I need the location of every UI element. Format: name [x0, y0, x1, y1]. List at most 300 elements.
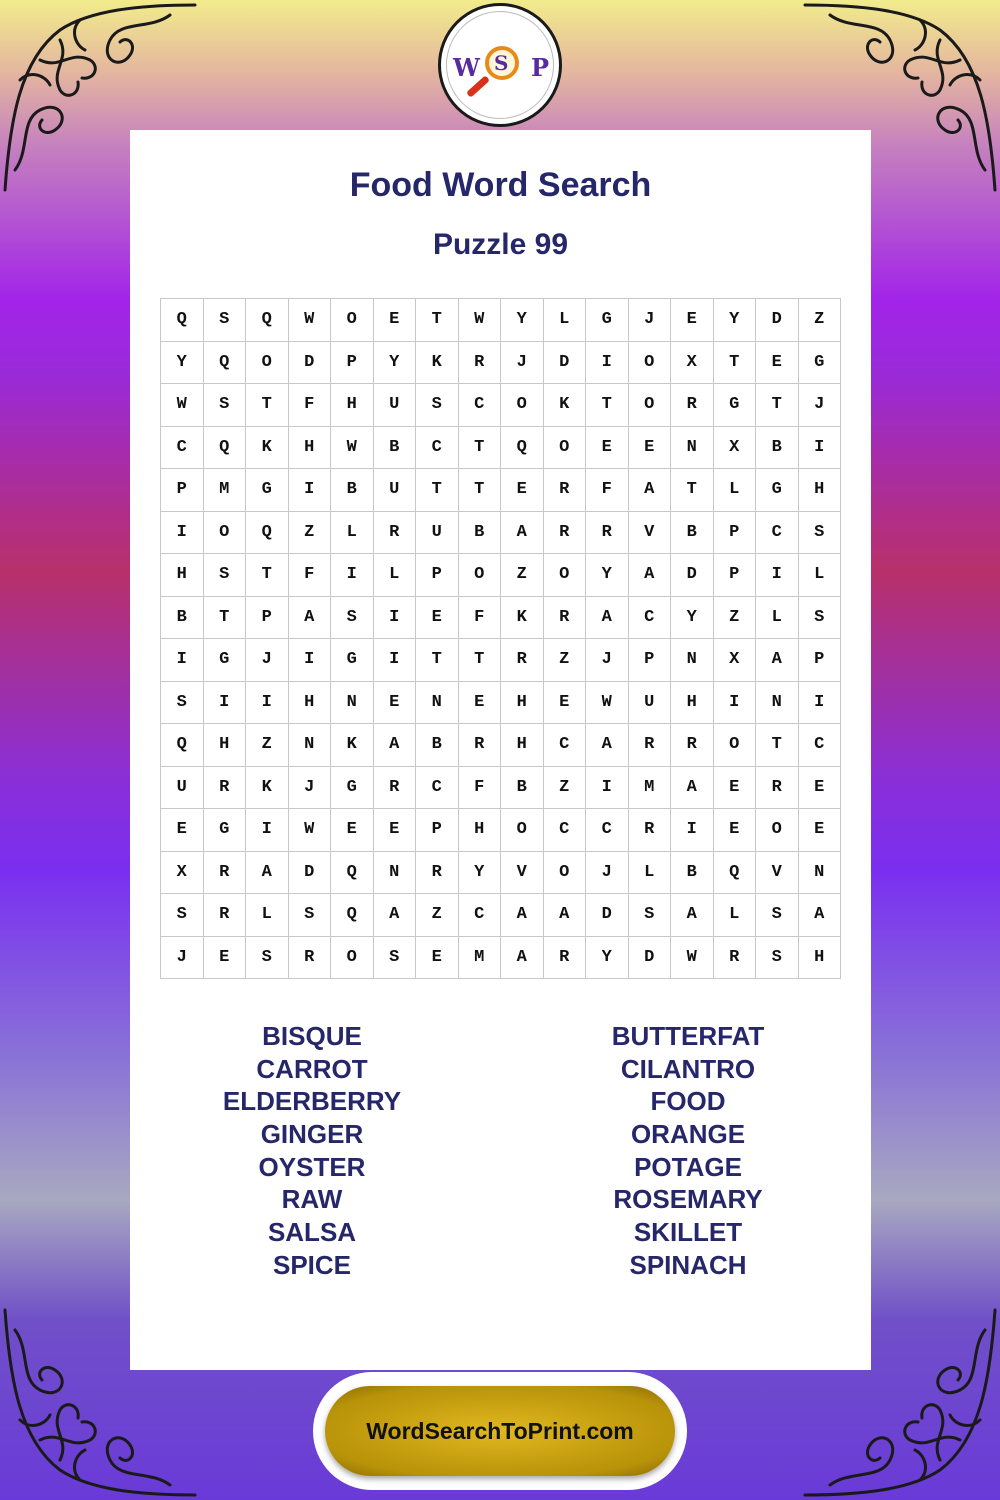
grid-cell: T	[458, 426, 501, 469]
grid-cell: N	[798, 851, 841, 894]
grid-cell: A	[288, 596, 331, 639]
grid-cell: O	[203, 511, 246, 554]
grid-cell: Z	[246, 724, 289, 767]
grid-cell: S	[628, 894, 671, 937]
grid-cell: F	[586, 469, 629, 512]
grid-cell: T	[416, 469, 459, 512]
grid-cell: E	[543, 681, 586, 724]
grid-cell: P	[416, 809, 459, 852]
grid-cell: J	[586, 851, 629, 894]
grid-cell: J	[501, 341, 544, 384]
grid-cell: B	[373, 426, 416, 469]
grid-cell: A	[246, 851, 289, 894]
grid-cell: R	[203, 851, 246, 894]
grid-cell: M	[628, 766, 671, 809]
grid-cell: Z	[543, 639, 586, 682]
grid-cell: H	[671, 681, 714, 724]
grid-cell: U	[161, 766, 204, 809]
grid-cell: O	[713, 724, 756, 767]
word-list-item: FOOD	[650, 1086, 726, 1117]
grid-cell: R	[671, 384, 714, 427]
grid-cell: P	[713, 511, 756, 554]
grid-cell: Z	[416, 894, 459, 937]
grid-cell: I	[246, 681, 289, 724]
grid-row	[161, 681, 841, 724]
grid-cell: V	[756, 851, 799, 894]
grid-cell: E	[373, 809, 416, 852]
grid-cell: R	[458, 341, 501, 384]
grid-cell: C	[628, 596, 671, 639]
grid-cell: O	[331, 936, 374, 979]
grid-cell: R	[671, 724, 714, 767]
grid-cell: N	[671, 426, 714, 469]
grid-cell: O	[543, 851, 586, 894]
grid-cell: O	[458, 554, 501, 597]
grid-cell: A	[671, 894, 714, 937]
grid-cell: E	[161, 809, 204, 852]
grid-cell: S	[798, 596, 841, 639]
grid-cell: T	[203, 596, 246, 639]
grid-cell: Y	[586, 936, 629, 979]
grid-cell: J	[288, 766, 331, 809]
grid-cell: F	[288, 554, 331, 597]
grid-cell: D	[756, 299, 799, 342]
grid-row	[161, 469, 841, 512]
grid-cell: T	[756, 724, 799, 767]
grid-cell: C	[756, 511, 799, 554]
grid-cell: H	[458, 809, 501, 852]
website-link[interactable]: WordSearchToPrint.com	[366, 1417, 634, 1444]
grid-cell: K	[246, 426, 289, 469]
grid-cell: B	[458, 511, 501, 554]
grid-cell: A	[628, 554, 671, 597]
grid-cell: T	[713, 341, 756, 384]
grid-cell: R	[628, 724, 671, 767]
grid-cell: Q	[331, 894, 374, 937]
grid-cell: I	[161, 511, 204, 554]
grid-cell: O	[543, 554, 586, 597]
grid-cell: X	[671, 341, 714, 384]
grid-cell: K	[501, 596, 544, 639]
grid-cell: N	[756, 681, 799, 724]
grid-row	[161, 724, 841, 767]
grid-cell: Q	[501, 426, 544, 469]
word-list-item: SALSA	[267, 1217, 357, 1248]
grid-cell: Z	[798, 299, 841, 342]
grid-cell: O	[628, 384, 671, 427]
grid-cell: P	[331, 341, 374, 384]
grid-cell: H	[501, 681, 544, 724]
grid-cell: Y	[501, 299, 544, 342]
grid-cell: N	[416, 681, 459, 724]
grid-cell: R	[756, 766, 799, 809]
grid-cell: E	[586, 426, 629, 469]
grid-cell: B	[416, 724, 459, 767]
grid-cell: I	[586, 341, 629, 384]
logo-letter-s: S	[494, 51, 509, 75]
grid-cell: I	[161, 639, 204, 682]
word-list-item: POTAGE	[634, 1151, 742, 1182]
grid-row	[161, 766, 841, 809]
grid-cell: Q	[246, 511, 289, 554]
grid-cell: A	[798, 894, 841, 937]
grid-cell: A	[373, 894, 416, 937]
grid-cell: N	[373, 851, 416, 894]
grid-cell: P	[798, 639, 841, 682]
grid-cell: D	[628, 936, 671, 979]
grid-cell: I	[288, 639, 331, 682]
grid-cell: D	[288, 341, 331, 384]
grid-cell: R	[543, 596, 586, 639]
grid-cell: L	[246, 894, 289, 937]
grid-cell: R	[713, 936, 756, 979]
grid-cell: X	[161, 851, 204, 894]
grid-cell: E	[798, 809, 841, 852]
word-list-item: BISQUE	[262, 1021, 362, 1051]
grid-cell: T	[458, 469, 501, 512]
grid-row	[161, 426, 841, 469]
grid-cell: X	[713, 639, 756, 682]
grid-cell: R	[501, 639, 544, 682]
grid-cell: E	[458, 681, 501, 724]
grid-cell: E	[671, 299, 714, 342]
grid-cell: E	[373, 299, 416, 342]
grid-cell: A	[671, 766, 714, 809]
grid-cell: B	[501, 766, 544, 809]
grid-cell: I	[671, 809, 714, 852]
grid-cell: Y	[373, 341, 416, 384]
grid-cell: R	[543, 469, 586, 512]
grid-cell: V	[628, 511, 671, 554]
grid-cell: C	[416, 426, 459, 469]
logo-letter-p: P	[531, 53, 550, 82]
grid-cell: C	[543, 724, 586, 767]
grid-cell: L	[373, 554, 416, 597]
grid-cell: L	[331, 511, 374, 554]
grid-cell: G	[586, 299, 629, 342]
grid-cell: L	[628, 851, 671, 894]
grid-cell: A	[501, 936, 544, 979]
grid-cell: H	[161, 554, 204, 597]
word-list-item: SKILLET	[633, 1217, 743, 1248]
grid-cell: S	[331, 596, 374, 639]
grid-cell: Z	[713, 596, 756, 639]
grid-cell: O	[628, 341, 671, 384]
grid-cell: P	[246, 596, 289, 639]
grid-cell: J	[628, 299, 671, 342]
grid-cell: J	[161, 936, 204, 979]
grid-cell: E	[628, 426, 671, 469]
grid-cell: W	[288, 299, 331, 342]
grid-cell: Y	[671, 596, 714, 639]
grid-cell: S	[416, 384, 459, 427]
grid-cell: S	[798, 511, 841, 554]
grid-cell: T	[756, 384, 799, 427]
puzzle-title: Food Word Search	[349, 166, 652, 204]
grid-cell: L	[798, 554, 841, 597]
grid-cell: G	[713, 384, 756, 427]
grid-cell: X	[713, 426, 756, 469]
grid-cell: Q	[246, 299, 289, 342]
grid-cell: W	[586, 681, 629, 724]
grid-cell: D	[671, 554, 714, 597]
grid-row	[161, 809, 841, 852]
word-list-item: SPINACH	[629, 1249, 747, 1280]
grid-row	[161, 384, 841, 427]
grid-cell: A	[501, 511, 544, 554]
grid-cell: R	[203, 766, 246, 809]
grid-cell: H	[288, 681, 331, 724]
grid-cell: Q	[161, 299, 204, 342]
grid-cell: I	[246, 809, 289, 852]
grid-cell: R	[458, 724, 501, 767]
grid-cell: P	[161, 469, 204, 512]
grid-cell: G	[246, 469, 289, 512]
grid-cell: L	[756, 596, 799, 639]
grid-cell: G	[203, 639, 246, 682]
grid-cell: C	[161, 426, 204, 469]
letter-grid	[160, 298, 841, 979]
grid-cell: Y	[161, 341, 204, 384]
grid-row	[161, 554, 841, 597]
grid-cell: K	[331, 724, 374, 767]
grid-cell: N	[288, 724, 331, 767]
grid-cell: G	[756, 469, 799, 512]
grid-cell: N	[671, 639, 714, 682]
grid-row	[161, 596, 841, 639]
grid-cell: M	[203, 469, 246, 512]
grid-cell: W	[288, 809, 331, 852]
grid-cell: D	[288, 851, 331, 894]
grid-cell: L	[713, 469, 756, 512]
grid-cell: C	[798, 724, 841, 767]
grid-cell: E	[798, 766, 841, 809]
grid-cell: E	[501, 469, 544, 512]
word-list-item: BUTTERFAT	[611, 1021, 765, 1051]
grid-row	[161, 851, 841, 894]
grid-cell: W	[331, 426, 374, 469]
grid-cell: R	[373, 766, 416, 809]
grid-cell: B	[331, 469, 374, 512]
grid-cell: B	[671, 851, 714, 894]
grid-cell: S	[161, 894, 204, 937]
grid-cell: A	[543, 894, 586, 937]
grid-cell: R	[543, 511, 586, 554]
grid-cell: Q	[203, 426, 246, 469]
grid-cell: P	[713, 554, 756, 597]
grid-cell: T	[586, 384, 629, 427]
grid-cell: Q	[713, 851, 756, 894]
grid-cell: U	[628, 681, 671, 724]
grid-cell: G	[798, 341, 841, 384]
word-list-item: GINGER	[260, 1119, 364, 1150]
grid-cell: U	[373, 469, 416, 512]
grid-cell: B	[161, 596, 204, 639]
grid-cell: H	[331, 384, 374, 427]
grid-cell: E	[756, 341, 799, 384]
grid-cell: T	[416, 299, 459, 342]
grid-row	[161, 639, 841, 682]
grid-cell: E	[203, 936, 246, 979]
grid-cell: R	[586, 511, 629, 554]
grid-cell: A	[756, 639, 799, 682]
grid-cell: U	[416, 511, 459, 554]
grid-cell: F	[458, 766, 501, 809]
grid-cell: E	[713, 766, 756, 809]
grid-cell: A	[373, 724, 416, 767]
grid-cell: Q	[203, 341, 246, 384]
word-list-left	[162, 1020, 462, 1282]
grid-cell: R	[628, 809, 671, 852]
grid-cell: J	[798, 384, 841, 427]
grid-cell: C	[543, 809, 586, 852]
grid-cell: C	[458, 384, 501, 427]
grid-cell: K	[543, 384, 586, 427]
grid-cell: Z	[543, 766, 586, 809]
word-list-right	[538, 1020, 838, 1282]
grid-cell: S	[373, 936, 416, 979]
grid-cell: S	[161, 681, 204, 724]
grid-cell: Y	[586, 554, 629, 597]
grid-cell: O	[543, 426, 586, 469]
grid-cell: Q	[161, 724, 204, 767]
grid-cell: C	[586, 809, 629, 852]
grid-cell: R	[288, 936, 331, 979]
grid-cell: R	[373, 511, 416, 554]
grid-cell: A	[501, 894, 544, 937]
grid-cell: A	[586, 724, 629, 767]
grid-cell: H	[798, 936, 841, 979]
grid-cell: G	[331, 766, 374, 809]
grid-cell: L	[713, 894, 756, 937]
word-list-item: ROSEMARY	[613, 1184, 763, 1215]
grid-cell: B	[671, 511, 714, 554]
grid-cell: T	[416, 639, 459, 682]
grid-cell: I	[288, 469, 331, 512]
grid-cell: A	[628, 469, 671, 512]
word-list-item: ELDERBERRY	[222, 1086, 402, 1117]
grid-cell: S	[203, 554, 246, 597]
grid-cell: O	[501, 809, 544, 852]
grid-row	[161, 936, 841, 979]
grid-cell: O	[501, 384, 544, 427]
grid-cell: H	[501, 724, 544, 767]
grid-cell: D	[543, 341, 586, 384]
grid-cell: W	[671, 936, 714, 979]
grid-cell: N	[331, 681, 374, 724]
grid-cell: S	[246, 936, 289, 979]
logo-letter-w: W	[453, 53, 480, 82]
puzzle-card	[130, 130, 871, 1370]
grid-cell: D	[586, 894, 629, 937]
grid-cell: P	[628, 639, 671, 682]
wsp-logo	[438, 3, 562, 127]
grid-cell: Q	[331, 851, 374, 894]
grid-cell: Y	[458, 851, 501, 894]
grid-cell: S	[203, 299, 246, 342]
grid-cell: R	[416, 851, 459, 894]
grid-cell: L	[543, 299, 586, 342]
grid-cell: O	[246, 341, 289, 384]
grid-cell: Y	[713, 299, 756, 342]
grid-cell: M	[458, 936, 501, 979]
grid-cell: S	[288, 894, 331, 937]
grid-row	[161, 299, 841, 342]
grid-cell: H	[288, 426, 331, 469]
grid-cell: H	[798, 469, 841, 512]
grid-cell: I	[798, 681, 841, 724]
website-button[interactable]	[325, 1386, 675, 1476]
grid-cell: I	[756, 554, 799, 597]
grid-cell: I	[713, 681, 756, 724]
grid-cell: T	[246, 554, 289, 597]
grid-cell: U	[373, 384, 416, 427]
website-badge[interactable]	[313, 1372, 687, 1490]
grid-row	[161, 894, 841, 937]
grid-cell: E	[416, 596, 459, 639]
grid-cell: I	[373, 639, 416, 682]
word-list-item: OYSTER	[258, 1151, 366, 1182]
grid-cell: I	[331, 554, 374, 597]
grid-cell: K	[246, 766, 289, 809]
grid-cell: W	[161, 384, 204, 427]
grid-cell: S	[756, 894, 799, 937]
grid-cell: B	[756, 426, 799, 469]
grid-cell: T	[246, 384, 289, 427]
word-list-item: ORANGE	[630, 1119, 746, 1150]
grid-cell: O	[331, 299, 374, 342]
grid-cell: Z	[288, 511, 331, 554]
grid-cell: I	[373, 596, 416, 639]
grid-cell: V	[501, 851, 544, 894]
grid-cell: E	[416, 936, 459, 979]
grid-cell: G	[203, 809, 246, 852]
grid-cell: O	[756, 809, 799, 852]
grid-cell: P	[416, 554, 459, 597]
grid-cell: R	[203, 894, 246, 937]
grid-cell: E	[331, 809, 374, 852]
grid-cell: W	[458, 299, 501, 342]
grid-cell: C	[458, 894, 501, 937]
grid-cell: K	[416, 341, 459, 384]
grid-cell: E	[373, 681, 416, 724]
grid-cell: J	[246, 639, 289, 682]
grid-cell: H	[203, 724, 246, 767]
grid-cell: C	[416, 766, 459, 809]
grid-cell: S	[203, 384, 246, 427]
grid-cell: F	[288, 384, 331, 427]
grid-cell: F	[458, 596, 501, 639]
word-list-item: CARROT	[256, 1053, 368, 1084]
grid-cell: R	[543, 936, 586, 979]
grid-cell: S	[756, 936, 799, 979]
grid-cell: E	[713, 809, 756, 852]
grid-row	[161, 341, 841, 384]
word-list-item: SPICE	[272, 1249, 352, 1280]
puzzle-number: Puzzle 99	[432, 228, 569, 261]
grid-cell: T	[671, 469, 714, 512]
grid-cell: I	[586, 766, 629, 809]
grid-cell: I	[203, 681, 246, 724]
grid-cell: T	[458, 639, 501, 682]
grid-cell: A	[586, 596, 629, 639]
grid-row	[161, 511, 841, 554]
grid-cell: G	[331, 639, 374, 682]
grid-cell: Z	[501, 554, 544, 597]
grid-cell: I	[798, 426, 841, 469]
word-list-item: RAW	[281, 1184, 343, 1215]
word-list-item: CILANTRO	[620, 1053, 756, 1084]
